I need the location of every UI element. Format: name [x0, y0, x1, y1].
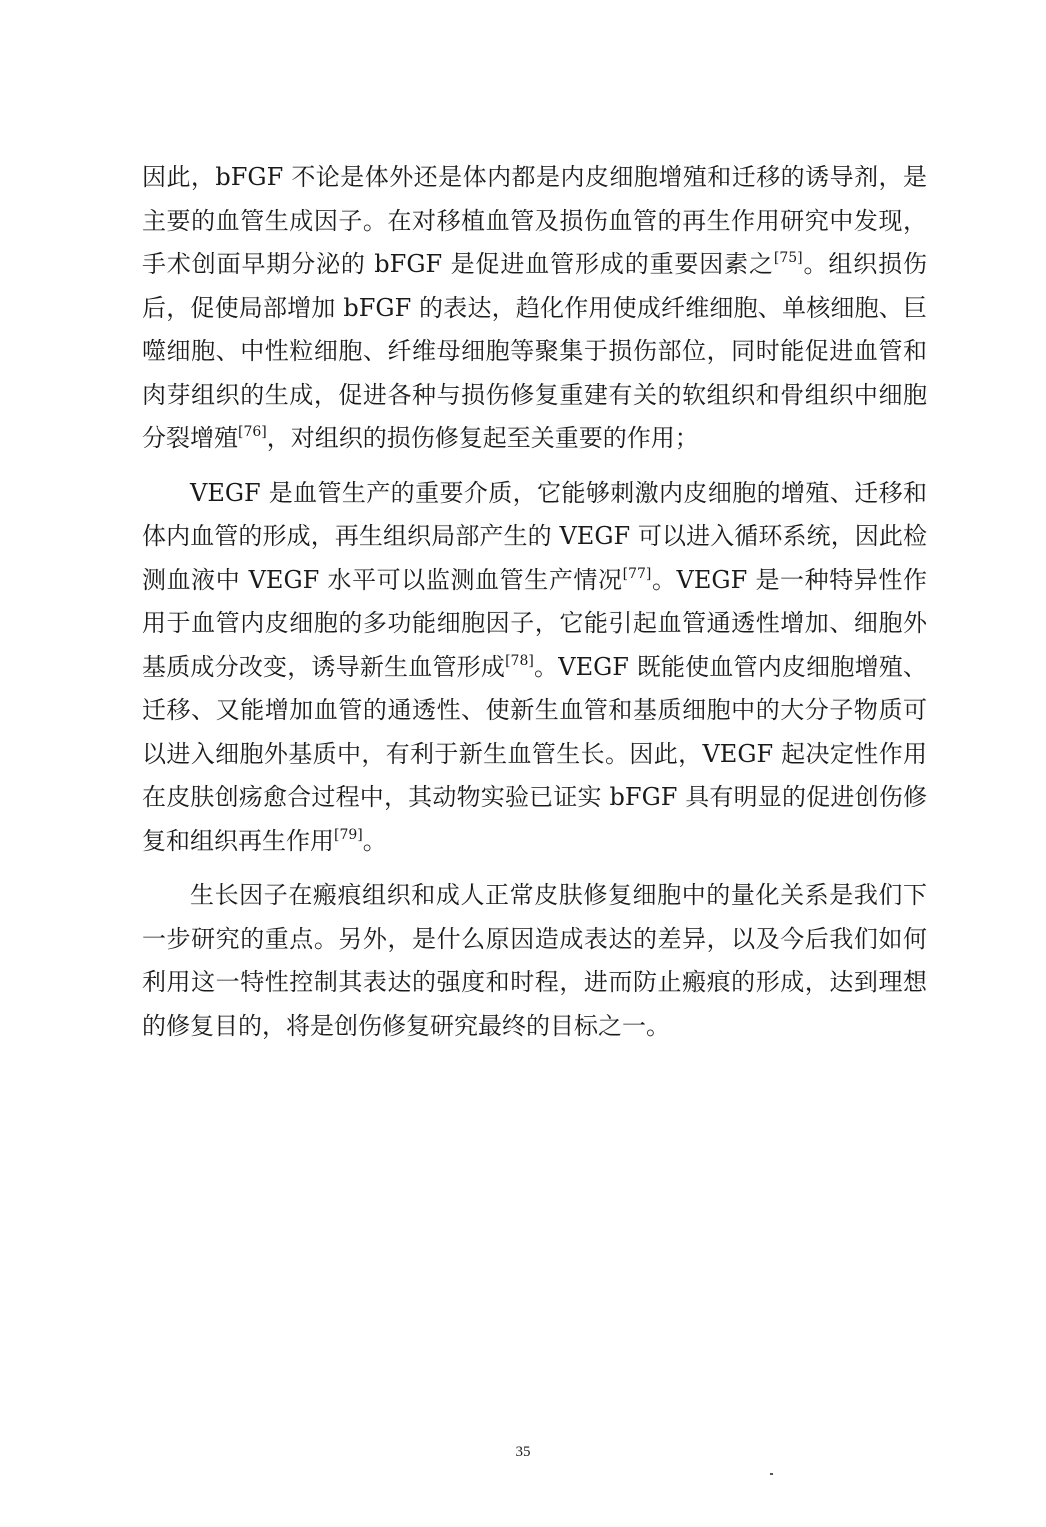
text-run: 因此，bFGF 不论是体外还是体内都是内皮细胞增殖和迁移的诱导剂，是主要的血管生成因子。在对移植血管及损伤血管的再生作用研究中发现，手术创面早期分泌的 bFGF 是促进血管形成的重要因素之: [142, 163, 927, 278]
text-run: 生长因子在瘢痕组织和成人正常皮肤修复细胞中的量化关系是我们下一步研究的重点。另外，是什么原因造成表达的差异，以及今后我们如何利用这一特性控制其表达的强度和时程，进而防止瘢痕的形成，达到理想的修复目的，将是创伤修复研究最终的目标之一。: [142, 881, 927, 1040]
text-run: 。: [362, 826, 387, 855]
citation-78: [78]: [505, 652, 534, 669]
scan-speck: [770, 1473, 773, 1475]
paragraph-growth-factor: [142, 874, 927, 1048]
citation-76: [76]: [238, 424, 267, 440]
page-number: 35: [515, 1444, 531, 1460]
body-text: [142, 156, 927, 1059]
paragraph-bfgf: [142, 156, 927, 461]
text-run: VEGF 是血管生产的重要介质，它能够刺激内皮细胞的增殖、迁移和体内血管的形成，再生组织局部产生的 VEGF 可以进入循环系统，因此检测血液中 VEGF 水平可以监测血管生产情况: [142, 478, 927, 594]
text-run: 。VEGF 是一种特异性作用于血管内皮细胞的多功能细胞因子，它能引起血管通透性增加、细胞外基质成分改变，诱导新生血管形成: [142, 565, 927, 681]
paragraph-vegf: [142, 472, 927, 864]
text-run: 。组织损伤后，促使局部增加 bFGF 的表达，趋化作用使成纤维细胞、单核细胞、巨噬细胞、中性粒细胞、纤维母细胞等聚集于损伤部位，同时能促进血管和肉芽组织的生成，促进各种与损伤修复重建有关的软组织和骨组织中细胞分裂增殖: [142, 250, 927, 452]
text-run: 。VEGF 既能使血管内皮细胞增殖、迁移、又能增加血管的通透性、使新生血管和基质细胞中的大分子物质可以进入细胞外基质中，有利于新生血管生长。因此，VEGF 起决定性作用在皮肤创疡愈合过程中，其动物实验已证实 bFGF 具有明显的促进创伤修复和组织再生作用: [142, 652, 927, 855]
citation-75: [75]: [773, 250, 803, 266]
citation-79: [79]: [334, 826, 363, 843]
citation-77: [77]: [622, 565, 652, 582]
text-run: ，对组织的损伤修复起至关重要的作用；: [266, 424, 699, 452]
